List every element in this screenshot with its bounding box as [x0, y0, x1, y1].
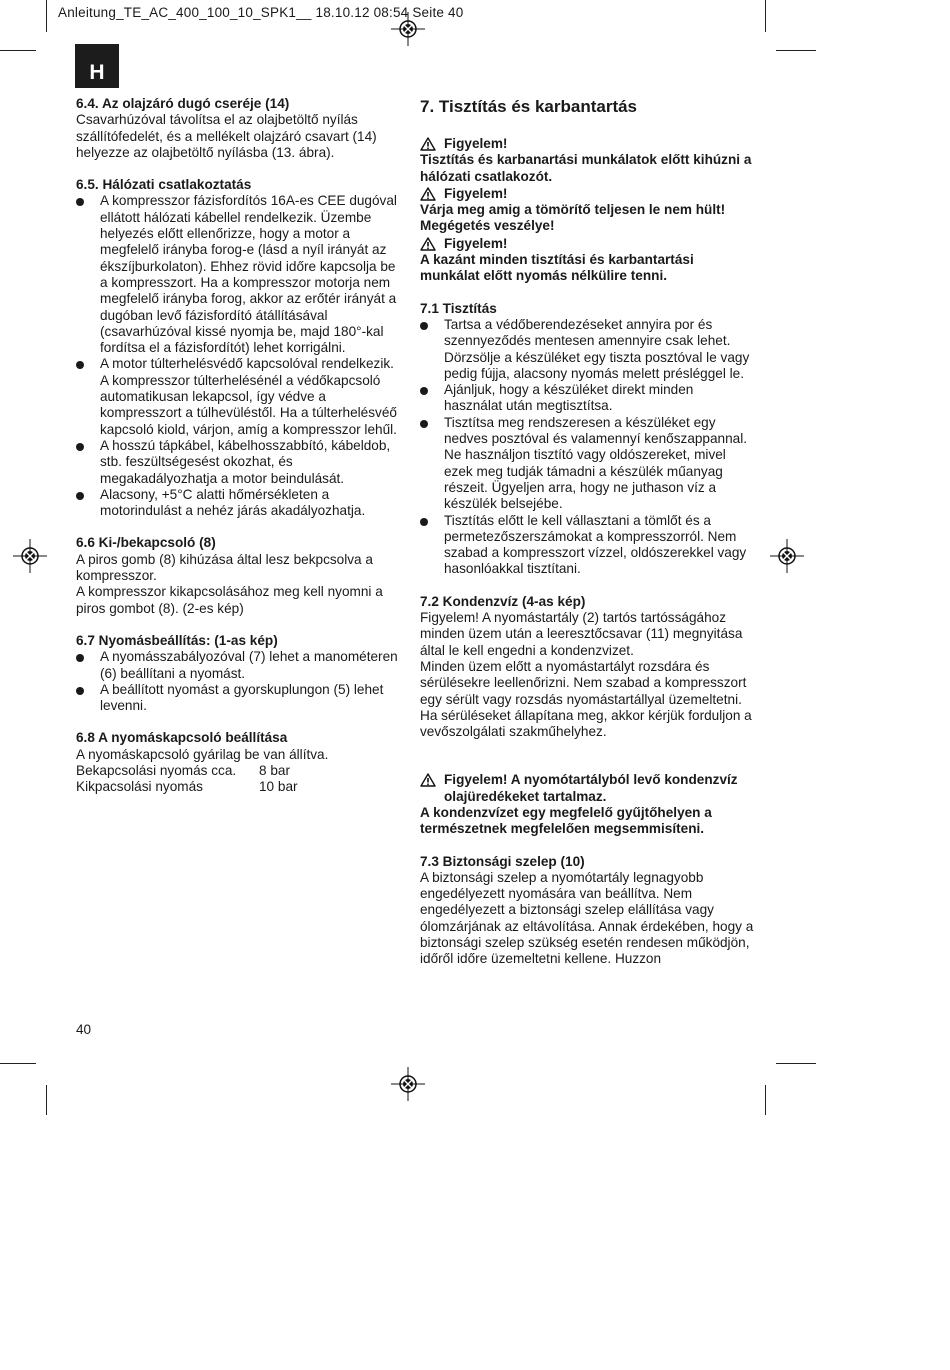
crop-mark: [0, 50, 36, 51]
warning-title: Figyelem!: [444, 136, 508, 151]
section-cleaning: [420, 301, 755, 578]
list-item: Tisztítsa meg rendszeresen a készüléket egy nedves posztóval és valamennyí kenőszappannal. Ne használjon tisztító vagy oldószereket, mivel ezek meg tudják támadni a készülék műanyag részeit. Ügyeljen arra, hogy ne juthason víz a készülék belsejébe.: [420, 415, 755, 513]
section-heading: 6.7 Nyomásbeállítás: (1-as kép): [76, 632, 278, 648]
section-pressure-setting: [76, 633, 401, 714]
section-heading: 6.8 A nyomáskapcsoló beállítása: [76, 730, 288, 746]
list-item: Tisztítás előtt le kell vállasztani a tömlőt és a permetezőszerszámokat a kompresszorról. Nem szabad a kompresszort vízzel, oldószerekkel vagy hasonlóakkal tisztítani.: [420, 513, 755, 578]
paragraph: A kompresszor kikapcsolásához meg kell nyomni a piros gombot (8). (2-es kép): [76, 584, 383, 616]
warning-triangle-icon: [420, 187, 436, 201]
section-heading: 6.5. Hálózati csatlakoztatás: [76, 177, 252, 193]
print-header-line: Anleitung_TE_AC_400_100_10_SPK1__ 18.10.12 08:54 Seite 40: [58, 5, 464, 20]
list-item: A kompresszor fázisfordítós 16A-es CEE dugóval ellátott hálózati kábellel rendelkezik. Üzembe helyezés előtt ellenőrizze, hogy a motor a megfelelő irányba forog-e (lásd a nyíl irányát az ékszíjburkolaton). Ehhez rövid időre kapcsolja be a kompresszort. Ha a kompresszor motorja nem megfelelő irányba forog, akkor az erőtér irányát a dugóban levő fázisfordító átállításával (csavarhúzóval kissé nyomja be, majd 180°-kal fordítsa el a fázisfordítót) lehet korrigálni.: [76, 193, 401, 356]
warning-block: [420, 236, 755, 285]
crop-mark: [776, 1063, 816, 1064]
pressure-row: [76, 763, 401, 779]
warning-block: [420, 772, 755, 837]
warning-block: [420, 136, 755, 185]
pressure-row: [76, 779, 401, 795]
paragraph: Minden üzem előtt a nyomástartályt rozsdára és sérülésekre leellenőrizni. Nem szabad a kompresszort egy sérült vagy rozsdás nyomástartállyal üzemeltetni. Ha sérüléseket állapítana meg, akkor kérjük forduljon a vevőszolgálati szakműhelyhez.: [420, 658, 752, 740]
paragraph: Csavarhúzóval távolítsa el az olajbetöltő nyílás szállítófedelét, és a mellékelt olajzáró csavart (14) helyezze az olajbetöltő nyílásba (13. ábra).: [76, 112, 377, 160]
section-heading: 7.3 Biztonsági szelep (10): [420, 853, 585, 869]
list-item: Alacsony, +5°C alatti hőmérsékleten a motorindulást a nehéz járás akadályozhatja.: [76, 487, 401, 520]
chapter-title: 7. Tisztítás és karbantartás: [420, 97, 638, 116]
warning-block: [420, 186, 755, 235]
warning-text: Figyelem! A nyomótartályból levő kondenzvíz olajüredékeket tartalmaz.: [444, 772, 738, 804]
warning-text: A kondenzvízet egy megfelelő gyűjtőhelyen a természetnek megfelelően megsemmisíteni.: [420, 804, 712, 837]
warning-triangle-icon: [420, 137, 436, 151]
section-heading: 6.6 Ki-/bekapcsoló (8): [76, 535, 216, 551]
left-column: [76, 96, 401, 796]
right-column: [420, 96, 755, 968]
warning-text: A kazánt minden tisztítási és karbantartási munkálat előtt nyomás nélkülire tenni.: [420, 252, 694, 284]
section-on-off-switch: [76, 535, 401, 616]
section-heading: 6.4. Az olajzáró dugó cseréje (14): [76, 96, 290, 111]
section-mains-connection: [76, 177, 401, 519]
warning-triangle-icon: [420, 237, 436, 251]
crop-mark: [765, 0, 766, 32]
list-item: A motor túlterhelésvédő kapcsolóval rendelkezik. A kompresszor túlterhelésénél a védőkapcsoló automatikusan lekapcsol, így védve a kompresszort a túlhevüléstől. Ha a túlterhelésvéő kapcsoló kiold, várjon, amíg a kompresszor lehűl.: [76, 356, 401, 437]
registration-mark-icon: [770, 539, 804, 573]
section-condensate: [420, 594, 755, 741]
section-heading: 7.1 Tisztítás: [420, 300, 497, 316]
paragraph: Figyelem! A nyomástartály (2) tartós tartósságához minden üzem után a leeresztőcsavar (11) megnyitása által le kell engedni a kondenzvizet.: [420, 610, 743, 658]
paragraph: A nyomáskapcsoló gyárilag be van állítva.: [76, 746, 329, 762]
section-safety-valve: [420, 854, 755, 968]
registration-mark-icon: [13, 539, 47, 573]
paragraph: A biztonsági szelep a nyomótartály legnagyobb engedélyezett nyomására van beállítva. Nem engedélyezett a biztonsági szelep elállítása vagy ólomzárjának az eltávolítása. Annak érdekében, hogy a biztonsági szelep szükség esetén rendesen működjön, időről időre üzemeltetni kellene. Huzzon: [420, 869, 754, 967]
list-item: A hosszú tápkábel, kábelhosszabbító, kábeldob, stb. feszültségesést okozhat, és megakadályozhatja a motor beindulását.: [76, 438, 401, 487]
section-pressure-switch: [76, 730, 401, 795]
pressure-value: 8 bar: [259, 762, 290, 778]
list-item: A beállított nyomást a gyorskuplungon (5) lehet levenni.: [76, 682, 401, 715]
bullet-list: [76, 649, 401, 714]
bullet-list: [420, 317, 755, 578]
warning-title: Figyelem!: [444, 185, 508, 201]
pressure-label: Kikpacsolási nyomás: [76, 779, 203, 795]
warning-triangle-icon: [420, 773, 436, 787]
section-oil-plug: [76, 96, 401, 161]
list-item: Tartsa a védőberendezéseket annyira por és szennyeződés mentesen amennyire csak lehet. Dörzsölje a készüléket egy tiszta posztóval le vagy pedig fújja, alacsony nyomás melett présléggel le.: [420, 317, 755, 382]
warning-text: Tisztítás és karbanartási munkálatok előtt kihúzni a hálózati csatlakozót.: [420, 152, 752, 184]
crop-mark: [46, 0, 47, 32]
crop-mark: [46, 1085, 47, 1115]
pressure-label: Bekapcsolási nyomás cca.: [76, 762, 237, 778]
section-heading: 7.2 Kondenzvíz (4-as kép): [420, 593, 586, 609]
list-item: A nyomásszabályozóval (7) lehet a manométeren (6) beállítani a nyomást.: [76, 649, 401, 682]
crop-mark: [765, 1085, 766, 1115]
crop-mark: [0, 1063, 36, 1064]
bullet-list: [76, 193, 401, 519]
registration-mark-icon: [391, 12, 425, 46]
paragraph: A piros gomb (8) kihúzása által lesz bekpcsolva a kompresszor.: [76, 551, 373, 584]
warning-text: Várja meg amig a tömörítő teljesen le nem hült! Megégetés veszélye!: [420, 202, 726, 234]
crop-mark: [776, 50, 816, 51]
registration-mark-icon: [391, 1067, 425, 1101]
warning-title: Figyelem!: [444, 235, 508, 251]
language-badge: H: [75, 44, 119, 88]
page-number: 40: [76, 1022, 92, 1037]
pressure-value: 10 bar: [259, 779, 298, 795]
list-item: Ajánljuk, hogy a készüléket direkt minden használat után megtisztítsa.: [420, 382, 755, 415]
